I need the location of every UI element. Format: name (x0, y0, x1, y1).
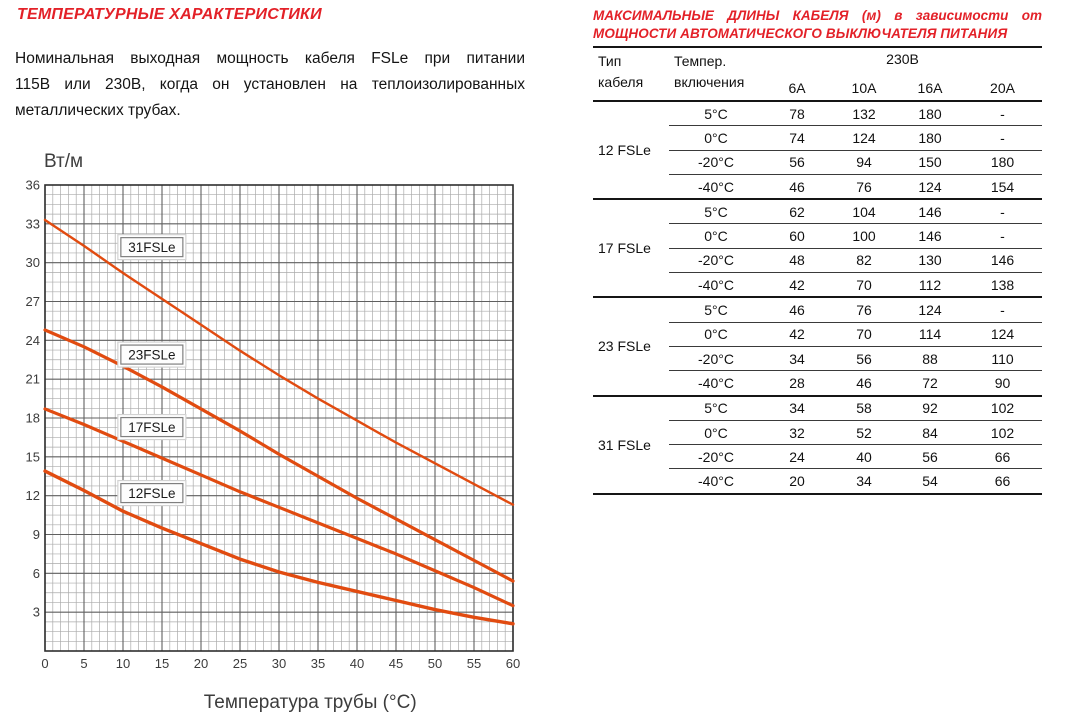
length-value-cell: 138 (963, 273, 1042, 298)
cable-type-cell: 31 FSLe (593, 396, 669, 494)
length-value-cell: 34 (763, 346, 831, 370)
x-tick-label: 20 (193, 656, 209, 671)
length-value-cell: 102 (963, 396, 1042, 421)
length-value-cell: 74 (763, 126, 831, 150)
length-value-cell: 104 (831, 199, 897, 224)
length-value-cell: 84 (897, 420, 963, 444)
length-value-cell: 52 (831, 420, 897, 444)
temp-cell: 5°C (704, 105, 728, 122)
y-tick-label: 21 (25, 371, 40, 387)
y-tick-label: 27 (25, 294, 40, 309)
temp-cell: -40°C (669, 469, 763, 494)
intro-line: 115В или 230В, когда он установлен на теплоизолированных (15, 76, 525, 93)
x-tick-label: 30 (271, 656, 287, 671)
x-tick-label: 35 (310, 656, 326, 671)
x-tick-label: 45 (388, 656, 404, 671)
length-value-cell: 76 (831, 297, 897, 322)
length-value-cell: 90 (963, 371, 1042, 396)
temp-cell: -20°C (669, 445, 763, 469)
temp-cell: -40°C (669, 371, 763, 396)
table-title (593, 7, 1042, 42)
length-value-cell: 146 (897, 199, 963, 224)
length-value-cell: 28 (763, 371, 831, 396)
cable-table (593, 46, 1042, 495)
header-cable-type (593, 47, 669, 101)
temp-cell: -40°C (669, 273, 763, 298)
table-title-line: МОЩНОСТИ АВТОМАТИЧЕСКОГО ВЫКЛЮЧАТЕЛЯ ПИТАНИЯ (593, 25, 1008, 41)
length-value-cell: 70 (831, 273, 897, 298)
x-tick-label: 60 (505, 656, 521, 671)
table-row (593, 396, 1042, 421)
y-tick-label: 24 (25, 332, 40, 348)
length-value-cell: 154 (963, 174, 1042, 199)
length-value-cell: 40 (831, 445, 897, 469)
length-value-cell: 82 (831, 248, 897, 272)
y-tick-label: 12 (25, 488, 40, 504)
cable-type-cell: 17 FSLe (593, 199, 669, 297)
cable-type-cell: 23 FSLe (593, 297, 669, 395)
length-value-cell: 150 (897, 150, 963, 174)
temp-cell: 5°C (669, 199, 763, 224)
length-value-cell: 110 (963, 346, 1042, 370)
header-text: кабеля (598, 74, 644, 90)
length-value-cell: 180 (918, 105, 942, 122)
length-value-cell: 58 (831, 396, 897, 421)
length-value-cell: 146 (897, 224, 963, 248)
length-value-cell: 146 (963, 248, 1042, 272)
y-tick-label: 6 (32, 565, 40, 581)
length-value-cell: 32 (763, 420, 831, 444)
cable-table-wrap (593, 46, 1042, 495)
header-amp: 16A (917, 80, 943, 96)
length-value-cell: - (963, 126, 1042, 150)
y-axis-unit-label: Вт/м (44, 151, 84, 172)
length-value-cell: 62 (763, 199, 831, 224)
length-value-cell: 76 (831, 174, 897, 199)
header-voltage: 230В (886, 51, 919, 67)
length-value-cell: 124 (897, 174, 963, 199)
length-value-cell: 56 (897, 445, 963, 469)
temperature-chart (15, 170, 555, 714)
temp-cell: 0°C (669, 126, 763, 150)
x-tick-label: 5 (80, 656, 88, 671)
header-switch-temp (669, 47, 763, 101)
length-value-cell: 102 (963, 420, 1042, 444)
x-tick-label: 15 (154, 656, 170, 671)
length-value-cell: 20 (763, 469, 831, 494)
intro-paragraph (15, 46, 525, 124)
temp-cell: -20°C (669, 248, 763, 272)
header-amp: 20A (990, 80, 1015, 96)
y-tick-label: 18 (25, 410, 40, 426)
intro-line: металлических трубах. (15, 102, 181, 119)
x-tick-label: 10 (115, 656, 131, 671)
y-tick-label: 36 (25, 177, 40, 193)
header-text: включения (674, 74, 745, 90)
x-tick-label: 40 (349, 656, 365, 671)
length-value-cell: 46 (831, 371, 897, 396)
temp-cell: 0°C (669, 322, 763, 346)
length-value-cell: 56 (763, 150, 831, 174)
cable-type-cell: 12 FSLe (598, 142, 651, 159)
curve-label-17FSLe: 17FSLe (128, 419, 176, 435)
length-value-cell: 88 (897, 346, 963, 370)
page-title: ТЕМПЕРАТУРНЫЕ ХАРАКТЕРИСТИКИ (17, 6, 322, 23)
length-value-cell: 180 (897, 126, 963, 150)
length-value-cell: 54 (897, 469, 963, 494)
x-tick-label: 25 (232, 656, 248, 671)
length-value-cell: 46 (763, 174, 831, 199)
temp-cell: -20°C (669, 150, 763, 174)
temp-cell: -20°C (669, 346, 763, 370)
length-value-cell: 180 (963, 150, 1042, 174)
x-tick-label: 50 (427, 656, 443, 671)
length-value-cell: 34 (763, 396, 831, 421)
temp-cell: -40°C (669, 174, 763, 199)
y-tick-label: 3 (32, 604, 40, 620)
length-value-cell: - (963, 224, 1042, 248)
table-title-line: МАКСИМАЛЬНЫЕ ДЛИНЫ КАБЕЛЯ (м) в зависимости от (593, 8, 1042, 23)
x-axis-title: Температура трубы (°C) (203, 692, 417, 713)
y-tick-label: 9 (32, 527, 40, 542)
length-value-cell: 46 (763, 297, 831, 322)
header-text: Темпер. (674, 53, 727, 69)
temp-cell: 0°C (669, 224, 763, 248)
length-value-cell: 66 (963, 469, 1042, 494)
length-value-cell: 56 (831, 346, 897, 370)
length-value-cell: 92 (897, 396, 963, 421)
length-value-cell: 130 (897, 248, 963, 272)
length-value-cell: - (963, 199, 1042, 224)
x-tick-label: 0 (41, 656, 49, 671)
table-row (593, 199, 1042, 224)
length-value-cell: 94 (831, 150, 897, 174)
length-value-cell: 48 (763, 248, 831, 272)
temp-cell: 0°C (669, 420, 763, 444)
length-value-cell: 42 (763, 322, 831, 346)
curve-label-23FSLe: 23FSLe (128, 347, 176, 363)
header-text: Тип (598, 53, 622, 69)
length-value-cell: 124 (963, 322, 1042, 346)
length-value-cell: 78 (789, 105, 805, 122)
y-tick-label: 30 (25, 255, 40, 271)
intro-line: Номинальная выходная мощность кабеля FSLe при питании (15, 50, 525, 67)
length-value-cell: 114 (897, 322, 963, 346)
table-body (593, 101, 1042, 494)
temp-cell: 5°C (669, 396, 763, 421)
length-value-cell: 60 (763, 224, 831, 248)
temp-cell: 5°C (669, 297, 763, 322)
length-value-cell: 34 (831, 469, 897, 494)
x-tick-label: 55 (466, 656, 482, 671)
curve-label-31FSLe: 31FSLe (128, 239, 176, 255)
length-value-cell: 72 (897, 371, 963, 396)
y-tick-label: 15 (25, 449, 40, 465)
table-header (593, 47, 1042, 101)
length-value-cell: - (963, 297, 1042, 322)
header-amp: 6A (788, 80, 806, 96)
curve-label-12FSLe: 12FSLe (128, 485, 176, 501)
length-value-cell: 24 (763, 445, 831, 469)
y-tick-label: 33 (25, 216, 40, 232)
length-value-cell: 112 (897, 273, 963, 298)
length-value-cell: 124 (831, 126, 897, 150)
length-value-cell: 66 (963, 445, 1042, 469)
header-amp: 10A (851, 80, 877, 96)
length-value-cell: - (1000, 105, 1005, 122)
length-value-cell: 42 (763, 273, 831, 298)
table-row (593, 297, 1042, 322)
length-value-cell: 124 (897, 297, 963, 322)
length-value-cell: 100 (831, 224, 897, 248)
length-value-cell: 132 (852, 105, 876, 122)
length-value-cell: 70 (831, 322, 897, 346)
table-row (593, 101, 1042, 126)
